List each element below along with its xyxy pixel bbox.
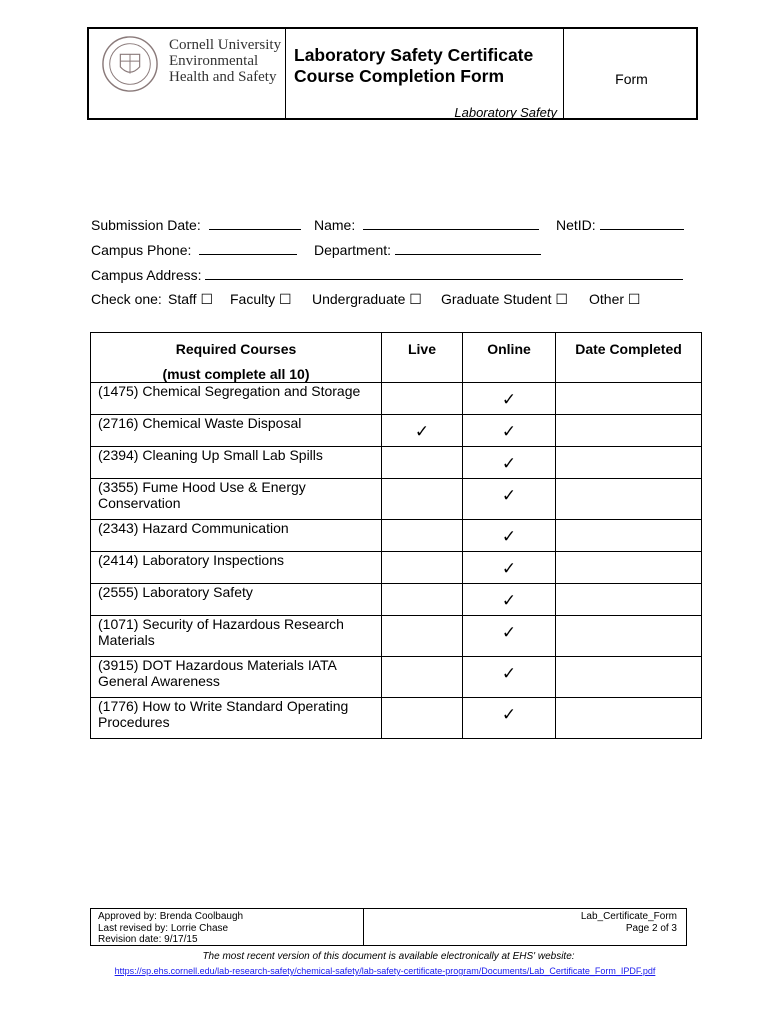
option-graduate-student-label: Graduate Student bbox=[441, 291, 552, 307]
date-completed-cell[interactable] bbox=[556, 552, 702, 584]
department-input[interactable] bbox=[395, 242, 541, 255]
table-header-row bbox=[91, 333, 702, 383]
campus-phone-input[interactable] bbox=[199, 242, 297, 255]
course-name-cell: (1475) Chemical Segregation and Storage bbox=[91, 383, 382, 415]
header-divider bbox=[285, 29, 286, 118]
online-cell bbox=[463, 698, 556, 739]
date-completed-cell[interactable] bbox=[556, 447, 702, 479]
checkbox-undergraduate[interactable]: ☐ bbox=[409, 291, 422, 307]
checkbox-other[interactable]: ☐ bbox=[627, 291, 641, 307]
table-row bbox=[91, 479, 702, 520]
last-revised-by: Last revised by: Lorrie Chase bbox=[98, 922, 229, 934]
date-completed-cell[interactable] bbox=[556, 383, 702, 415]
cornell-seal-icon bbox=[101, 35, 159, 93]
header-date-completed: Date Completed bbox=[556, 333, 702, 383]
document-url-link[interactable]: https://sp.ehs.cornell.edu/lab-research-safety/chemical-safety/lab-safety-certificate-program/Documents/Lab_Certificate_Form_IPDF.pdf bbox=[114, 966, 656, 976]
online-cell bbox=[463, 447, 556, 479]
table-row bbox=[91, 383, 702, 415]
check-one-label: Check one: bbox=[91, 291, 162, 307]
logo-line-3: Health and Safety bbox=[169, 69, 277, 85]
table-row bbox=[91, 698, 702, 739]
online-cell bbox=[463, 584, 556, 616]
footer-note: The most recent version of this document is available electronically at EHS' website: bbox=[202, 951, 575, 962]
course-name-cell: (3915) DOT Hazardous Materials IATA General Awareness bbox=[91, 657, 382, 698]
table-row bbox=[91, 520, 702, 552]
online-check-icon: ✓ bbox=[501, 623, 517, 642]
document-title bbox=[294, 45, 533, 87]
logo-line-2: Environmental bbox=[169, 53, 259, 69]
live-cell bbox=[382, 552, 463, 584]
course-name-cell: (2394) Cleaning Up Small Lab Spills bbox=[91, 447, 382, 479]
header-courses-sub: (must complete all 10) bbox=[162, 366, 310, 382]
option-staff[interactable] bbox=[168, 291, 213, 308]
logo-line-1: Cornell University bbox=[169, 37, 282, 53]
ehs-logo-text bbox=[169, 37, 281, 85]
online-check-icon: ✓ bbox=[501, 454, 517, 473]
department-label: Department: bbox=[314, 242, 392, 258]
course-name-cell: (2343) Hazard Communication bbox=[91, 520, 382, 552]
campus-address-field bbox=[91, 267, 683, 283]
document-name: Lab_Certificate_Form bbox=[580, 911, 677, 922]
submission-date-field bbox=[91, 217, 301, 233]
table-row bbox=[91, 552, 702, 584]
live-cell bbox=[382, 415, 463, 447]
online-check-icon: ✓ bbox=[501, 527, 517, 546]
course-name-cell: (2716) Chemical Waste Disposal bbox=[91, 415, 382, 447]
date-completed-cell[interactable] bbox=[556, 657, 702, 698]
submission-date-label: Submission Date: bbox=[91, 217, 201, 233]
header-courses-label: Required Courses bbox=[175, 341, 297, 357]
online-check-icon: ✓ bbox=[501, 486, 517, 505]
live-cell bbox=[382, 383, 463, 415]
course-name-cell: (1776) How to Write Standard Operating Procedures bbox=[91, 698, 382, 739]
online-cell bbox=[463, 657, 556, 698]
title-line-1: Laboratory Safety Certificate bbox=[294, 45, 534, 65]
name-label: Name: bbox=[314, 217, 356, 233]
online-cell bbox=[463, 616, 556, 657]
table-row bbox=[91, 447, 702, 479]
date-completed-cell[interactable] bbox=[556, 698, 702, 739]
document-subtitle: Laboratory Safety bbox=[454, 105, 557, 120]
date-completed-cell[interactable] bbox=[556, 616, 702, 657]
date-completed-cell[interactable] bbox=[556, 479, 702, 520]
live-cell bbox=[382, 584, 463, 616]
courses-table bbox=[90, 332, 702, 739]
submission-date-input[interactable] bbox=[209, 217, 301, 230]
netid-input[interactable] bbox=[600, 217, 684, 230]
approved-by: Approved by: Brenda Coolbaugh bbox=[98, 911, 244, 922]
course-name-cell: (3355) Fume Hood Use & Energy Conservation bbox=[91, 479, 382, 520]
online-cell bbox=[463, 383, 556, 415]
header-live: Live bbox=[382, 333, 463, 383]
online-check-icon: ✓ bbox=[501, 705, 517, 724]
document-header bbox=[87, 27, 698, 120]
course-name-cell: (2414) Laboratory Inspections bbox=[91, 552, 382, 584]
header-required-courses bbox=[91, 333, 382, 383]
option-undergraduate[interactable] bbox=[312, 291, 422, 308]
header-online: Online bbox=[463, 333, 556, 383]
option-other[interactable] bbox=[589, 291, 640, 308]
checkbox-faculty[interactable]: ☐ bbox=[279, 291, 292, 307]
campus-address-label: Campus Address: bbox=[91, 267, 202, 283]
name-field bbox=[314, 217, 539, 233]
table-row bbox=[91, 584, 702, 616]
live-cell bbox=[382, 520, 463, 552]
live-cell bbox=[382, 616, 463, 657]
live-cell bbox=[382, 698, 463, 739]
document-footer bbox=[90, 908, 687, 946]
campus-address-input[interactable] bbox=[205, 267, 683, 280]
netid-field bbox=[556, 217, 684, 233]
online-cell bbox=[463, 479, 556, 520]
name-input[interactable] bbox=[363, 217, 539, 230]
live-cell bbox=[382, 479, 463, 520]
option-other-label: Other bbox=[589, 291, 625, 307]
page-number: Page 2 of 3 bbox=[625, 922, 677, 934]
footer-approval-info bbox=[98, 911, 243, 946]
date-completed-cell[interactable] bbox=[556, 584, 702, 616]
online-check-icon: ✓ bbox=[501, 591, 517, 610]
online-check-icon: ✓ bbox=[501, 559, 517, 578]
footer-doc-info bbox=[581, 911, 677, 934]
campus-phone-field bbox=[91, 242, 297, 258]
checkbox-staff[interactable]: ☐ bbox=[200, 291, 213, 307]
option-undergraduate-label: Undergraduate bbox=[312, 291, 406, 307]
live-cell bbox=[382, 447, 463, 479]
department-field bbox=[314, 242, 541, 258]
course-name-cell: (2555) Laboratory Safety bbox=[91, 584, 382, 616]
live-cell bbox=[382, 657, 463, 698]
campus-phone-label: Campus Phone: bbox=[91, 242, 192, 258]
option-staff-label: Staff bbox=[168, 291, 197, 307]
footer-divider bbox=[363, 909, 364, 945]
option-faculty-label: Faculty bbox=[230, 291, 276, 307]
online-check-icon: ✓ bbox=[501, 390, 517, 409]
date-completed-cell[interactable] bbox=[556, 415, 702, 447]
online-cell bbox=[463, 415, 556, 447]
option-faculty[interactable] bbox=[230, 291, 292, 308]
form-label: Form bbox=[615, 71, 648, 87]
table-row bbox=[91, 657, 702, 698]
live-check-icon: ✓ bbox=[414, 422, 430, 441]
course-name-cell: (1071) Security of Hazardous Research Materials bbox=[91, 616, 382, 657]
title-line-2: Course Completion Form bbox=[294, 66, 505, 86]
table-row bbox=[91, 616, 702, 657]
online-cell bbox=[463, 520, 556, 552]
table-row bbox=[91, 415, 702, 447]
online-cell bbox=[463, 552, 556, 584]
revision-date: Revision date: 9/17/15 bbox=[98, 934, 198, 945]
option-graduate-student[interactable] bbox=[441, 291, 568, 308]
date-completed-cell[interactable] bbox=[556, 520, 702, 552]
netid-label: NetID: bbox=[556, 217, 596, 233]
online-check-icon: ✓ bbox=[501, 664, 517, 683]
online-check-icon: ✓ bbox=[501, 422, 517, 441]
checkbox-graduate-student[interactable]: ☐ bbox=[555, 291, 568, 307]
